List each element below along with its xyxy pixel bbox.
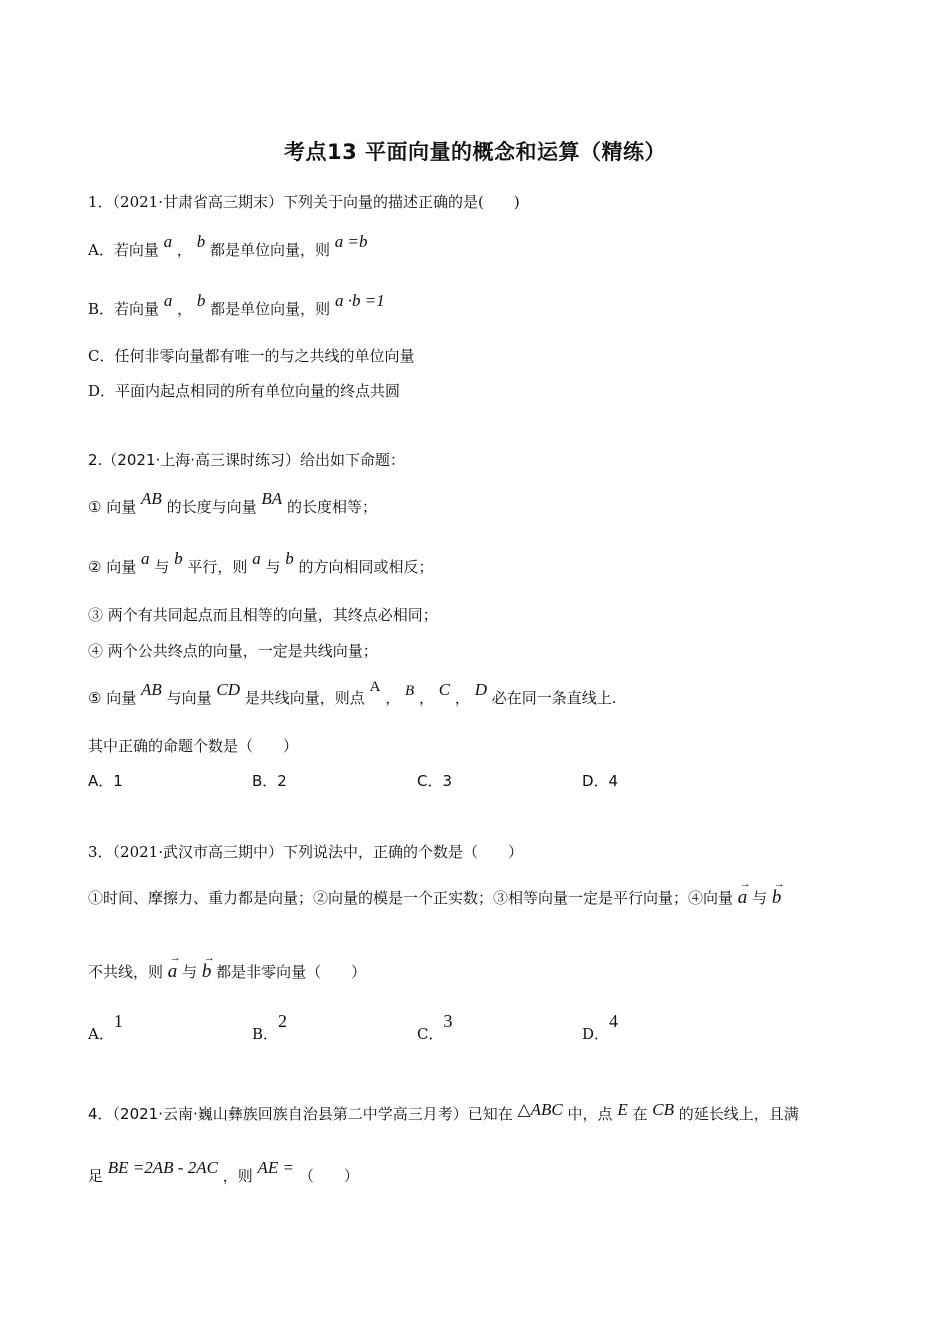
question-3-option-d: D．4 [582, 1011, 619, 1043]
question-3-line-1: ①时间、摩擦力、重力都是向量；②向量的模是一个正实数；③相等向量一定是平行向量；④向量 → a 与 → b [88, 888, 781, 908]
vector-b: → b [202, 962, 212, 982]
question-1-option-a: A．若向量 a ， b 都是单位向量，则 a =b [88, 232, 368, 259]
vector-b: → b [772, 888, 782, 908]
question-1-option-b: B．若向量 a ， b 都是单位向量，则 a ·b =1 [88, 291, 385, 318]
question-3-option-a: A．1 [88, 1011, 123, 1043]
question-3-line-2: 不共线，则 → a 与 → b 都是非零向量（ ） [88, 962, 366, 982]
question-2-proposition-2: ② 向量 a 与 b 平行，则 a 与 b 的方向相同或相反； [88, 549, 434, 576]
page-title: 考点13 平面向量的概念和运算（精练） [283, 140, 667, 164]
question-2-stem: 2.（2021·上海·高三课时练习）给出如下命题： [88, 451, 406, 469]
question-1-stem: 1．（2021·甘肃省高三期末）下列关于向量的描述正确的是( ) [88, 193, 520, 211]
vector-a: → a [738, 888, 748, 908]
question-2-option-a: A．1 [88, 772, 123, 790]
question-2-ask: 其中正确的命题个数是（ ） [88, 737, 299, 755]
question-2-option-c: C．3 [417, 772, 453, 790]
question-1-option-c: C．任何非零向量都有唯一的与之共线的单位向量 [88, 347, 415, 365]
question-4-line-2: 足 BE =2AB - 2AC ，则 AE = （ ） [88, 1158, 359, 1185]
question-3-stem: 3．（2021·武汉市高三期中）下列说法中，正确的个数是（ ） [88, 843, 523, 861]
question-2-proposition-3: ③ 两个有共同起点而且相等的向量，其终点必相同； [88, 606, 438, 624]
question-2-proposition-5: ⑤ 向量 AB 与向量 CD 是共线向量，则点 A ， B ， C ， D 必在同一条直线上. [88, 679, 617, 707]
question-1-option-d: D．平面内起点相同的所有单位向量的终点共圆 [88, 382, 401, 400]
question-3-option-b: B．2 [252, 1011, 288, 1043]
question-4-stem: 4．（2021·云南·巍山彝族回族自治县第二中学高三月考）已知在 △ABC 中，点 E 在 CB 的延长线上，且满 [88, 1100, 799, 1123]
vector-a: → a [168, 962, 178, 982]
question-2-option-d: D．4 [582, 772, 619, 790]
question-3-option-c: C．3 [417, 1011, 453, 1043]
question-2-proposition-4: ④ 两个公共终点的向量，一定是共线向量； [88, 642, 378, 660]
question-2-proposition-1: ① 向量 AB 的长度与向量 BA 的长度相等； [88, 489, 377, 516]
question-2-option-b: B．2 [252, 772, 287, 790]
